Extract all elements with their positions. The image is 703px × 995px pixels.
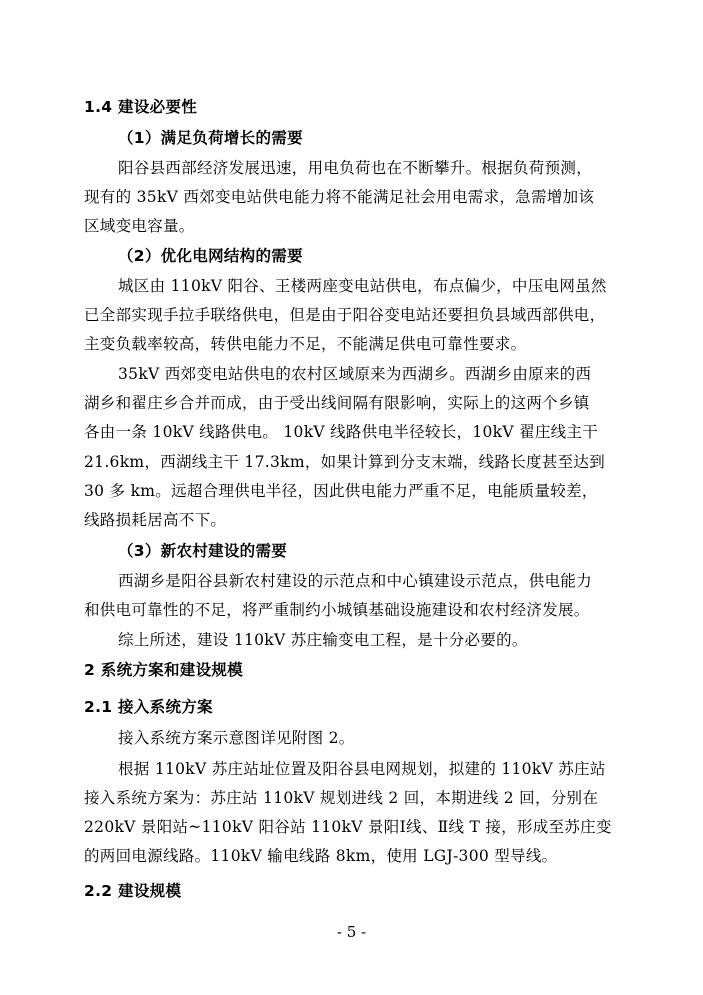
paragraph-line: 接入系统方案为：苏庄站 110kV 规划进线 2 回，本期进线 2 回，分别在 bbox=[84, 789, 599, 807]
section-heading-2: 2 系统方案和建设规模 bbox=[84, 661, 243, 679]
paragraph-line: 西湖乡是阳谷县新农村建设的示范点和中心镇建设示范点，供电能力 bbox=[118, 572, 593, 590]
paragraph-line: 的两回电源线路。110kV 输电线路 8km，使用 LGJ-300 型导线。 bbox=[84, 847, 558, 865]
paragraph-line: 主变负载率较高，转供电能力不足，不能满足供电可靠性要求。 bbox=[84, 335, 527, 353]
paragraph-line: 220kV 景阳站~110kV 阳谷站 110kV 景阳Ⅰ线、Ⅱ线 T 接，形成至苏庄变 bbox=[84, 818, 612, 836]
paragraph-line: 21.6km，西湖线主干 17.3km，如果计算到分支末端，线路长度甚至达到 bbox=[84, 453, 606, 471]
paragraph-line: 城区由 110kV 阳谷、王楼两座变电站供电，布点偏少，中压电网虽然 bbox=[118, 277, 607, 295]
paragraph-line: 阳谷县西部经济发展迅速，用电负荷也在不断攀升。根据负荷预测， bbox=[118, 159, 593, 177]
paragraph-line: 区域变电容量。 bbox=[84, 217, 195, 235]
paragraph-line: 线路损耗居高不下。 bbox=[84, 511, 227, 529]
paragraph-line: 各由一条 10kV 线路供电。 10kV 线路供电半径较长，10kV 翟庄线主干 bbox=[84, 423, 599, 441]
paragraph-line: 综上所述，建设 110kV 苏庄输变电工程，是十分必要的。 bbox=[118, 631, 528, 649]
paragraph-line: 30 多 km。远超合理供电半径，因此供电能力严重不足，电能质量较差， bbox=[84, 482, 598, 500]
paragraph-line: 和供电可靠性的不足，将严重制约小城镇基础设施建设和农村经济发展。 bbox=[84, 601, 590, 619]
paragraph-line: 根据 110kV 苏庄站址位置及阳谷县电网规划，拟建的 110kV 苏庄站 bbox=[118, 760, 606, 778]
paragraph-line: 接入系统方案示意图详见附图 2。 bbox=[118, 729, 355, 747]
paragraph-line: 已全部实现手拉手联络供电，但是由于阳谷变电站还要担负县域西部供电， bbox=[84, 306, 606, 324]
section-heading-2-2: 2.2 建设规模 bbox=[84, 882, 182, 900]
paragraph-line: 湖乡和翟庄乡合并而成，由于受出线间隔有限影响，实际上的这两个乡镇 bbox=[84, 394, 590, 412]
paragraph-line: 现有的 35kV 西郊变电站供电能力将不能满足社会用电需求，急需增加该 bbox=[84, 188, 595, 206]
page-number: - 5 - bbox=[336, 923, 367, 941]
section-heading-1-4: 1.4 建设必要性 bbox=[84, 98, 198, 116]
subheading-load-growth: （1）满足负荷增长的需要 bbox=[118, 129, 303, 147]
subheading-new-rural: （3）新农村建设的需要 bbox=[118, 542, 288, 560]
subheading-grid-structure: （2）优化电网结构的需要 bbox=[118, 247, 303, 265]
section-heading-2-1: 2.1 接入系统方案 bbox=[84, 698, 213, 716]
paragraph-line: 35kV 西郊变电站供电的农村区域原来为西湖乡。西湖乡由原来的西 bbox=[118, 365, 592, 383]
